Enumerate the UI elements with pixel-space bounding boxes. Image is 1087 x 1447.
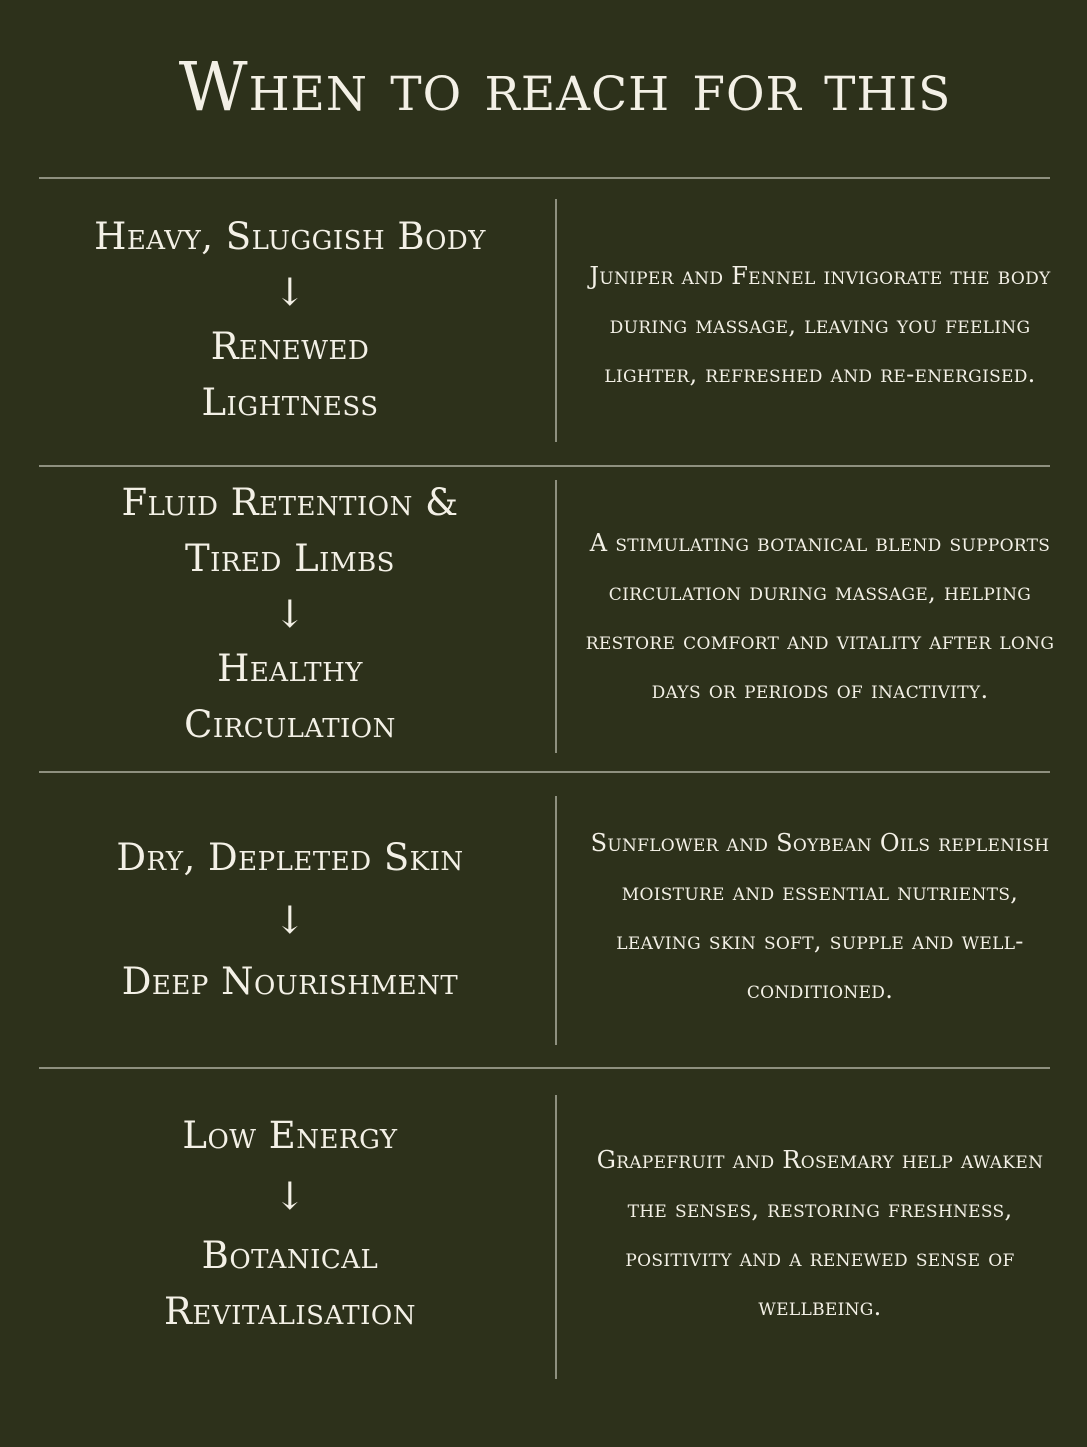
row-4-to-line-2: Revitalisation [164,1290,416,1333]
row-1-to-line-1: Renewed [210,325,370,368]
row-2-from-line-1: Fluid Retention & [121,481,459,524]
row-3-transformation [40,800,540,1040]
column-divider-3 [555,796,557,1045]
row-3-to: Deep Nourishment [121,960,459,1003]
column-divider-4 [555,1095,557,1379]
row-1-description-box [578,200,1062,450]
down-arrow-icon: ↓ [273,1174,307,1218]
row-4-description-box [578,1085,1062,1383]
divider-2 [39,771,1050,773]
divider-top [39,177,1050,179]
row-4-description: Grapefruit and Rosemary help awaken the senses, restoring freshness, positivity and a renewed sense of wellbeing. [596,1146,1044,1321]
row-2-description: A stimulating botanical blend supports circulation during massage, helping restore comfort and vitality after long days or periods of inactivity. [585,529,1055,704]
column-divider-2 [555,480,557,753]
row-4-to-line-1: Botanical [201,1234,379,1277]
row-3-from: Dry, Depleted Skin [116,836,464,879]
row-4-transformation [40,1108,540,1340]
divider-3 [39,1067,1050,1069]
row-1-description: Juniper and Fennel invigorate the body during massage, leaving you feeling lighter, refreshed and re-energised. [589,261,1051,388]
row-2-from-line-2: Tired Limbs [185,537,395,580]
page-title: When to reach for this [178,48,952,126]
column-divider-1 [555,199,557,442]
row-2-to-line-1: Healthy [217,647,363,690]
row-1-transformation [40,205,540,435]
row-3-description: Sunflower and Soybean Oils replenish moisture and essential nutrients, leaving skin soft, supple and well-conditioned. [590,829,1050,1004]
row-4-from: Low Energy [182,1114,398,1157]
down-arrow-icon: ↓ [273,270,307,314]
row-1-from: Heavy, Sluggish Body [94,215,486,258]
row-3-description-box [578,792,1062,1042]
row-2-transformation [40,476,540,752]
down-arrow-icon: ↓ [273,592,307,636]
divider-1 [39,465,1050,467]
row-2-description-box [578,472,1062,762]
row-2-to-line-2: Circulation [184,703,396,746]
down-arrow-icon: ↓ [273,898,307,942]
row-1-to-line-2: Lightness [201,381,379,424]
